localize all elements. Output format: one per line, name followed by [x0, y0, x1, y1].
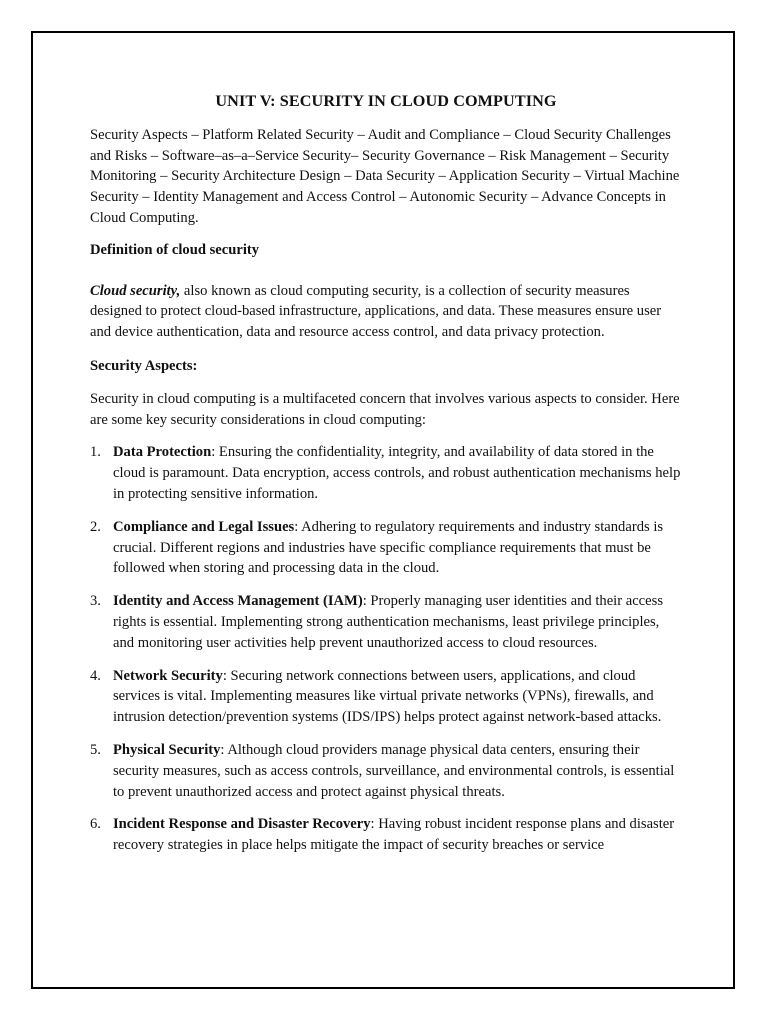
list-text: : Although cloud providers manage physical data centers, ensuring their security measures, such as access controls, surveillance, and environmental controls, is essential to prevent unauthorized access and protect against physical threats.	[113, 741, 675, 800]
list-number: 6.	[90, 816, 101, 833]
topics-paragraph: Security Aspects – Platform Related Security – Audit and Compliance – Cloud Security Challenges and Risks – Software–as–a–Service Security– Security Governance – Risk Management – Security Monitoring – Security Architecture Design – Data Security – Application Security – Virtual Machine Security – Identity Management and Access Control – Autonomic Security – Advance Concepts in Cloud Computing.	[90, 126, 680, 226]
list-term: Physical Security	[113, 741, 221, 758]
document-title: UNIT V: SECURITY IN CLOUD COMPUTING	[215, 92, 557, 110]
security-aspects-heading: Security Aspects:	[90, 357, 198, 374]
list-text: : Securing network connections between users, applications, and cloud services is vital. Implementing measures like virtual private networks (VPNs), firewalls, and intrusion detection/prevention systems (IDS/IPS) helps protect against network-based attacks.	[113, 667, 662, 726]
list-item	[90, 740, 682, 802]
definition-text: also known as cloud computing security, is a collection of security measures designed to protect cloud-based infrastructure, applications, and data. These measures ensure user and device authentication, data and resource access control, and data privacy protection.	[90, 282, 662, 341]
list-item	[90, 442, 682, 504]
security-aspects-list	[90, 442, 682, 856]
list-term: Data Protection	[113, 444, 212, 461]
list-text: : Ensuring the confidentiality, integrity, and availability of data stored in the cloud is paramount. Data encryption, access controls, and robust authentication mechanisms help in protecting sensitive information.	[113, 444, 681, 502]
list-text: : Properly managing user identities and their access rights is essential. Implementing strong authentication mechanisms, least privilege principles, and monitoring user activities help prevent unauthorized access to cloud resources.	[113, 593, 664, 651]
list-item	[90, 666, 682, 728]
list-number: 3.	[90, 593, 101, 610]
definition-paragraph	[90, 281, 682, 343]
list-term: Network Security	[113, 667, 223, 684]
list-number: 2.	[90, 518, 101, 535]
list-text: : Having robust incident response plans and disaster recovery strategies in place helps mitigate the impact of security breaches or service	[113, 816, 675, 854]
definition-term: Cloud security,	[90, 282, 181, 299]
list-term: Incident Response and Disaster Recovery	[113, 816, 371, 833]
definition-heading: Definition of cloud security	[90, 241, 260, 258]
list-term: Identity and Access Management (IAM)	[113, 593, 363, 610]
list-number: 5.	[90, 741, 101, 758]
list-item	[90, 591, 682, 653]
list-number: 4.	[90, 667, 101, 684]
list-item	[90, 814, 682, 856]
security-aspects-intro: Security in cloud computing is a multifaceted concern that involves various aspects to consider. Here are some key security considerations in cloud computing:	[90, 390, 680, 428]
document-body	[90, 91, 682, 868]
list-text: : Adhering to regulatory requirements and industry standards is crucial. Different regions and industries have specific compliance requirements that must be followed when storing and processing data in the cloud.	[113, 518, 664, 577]
list-item	[90, 517, 682, 579]
list-number: 1.	[90, 444, 101, 461]
list-term: Compliance and Legal Issues	[113, 518, 295, 535]
